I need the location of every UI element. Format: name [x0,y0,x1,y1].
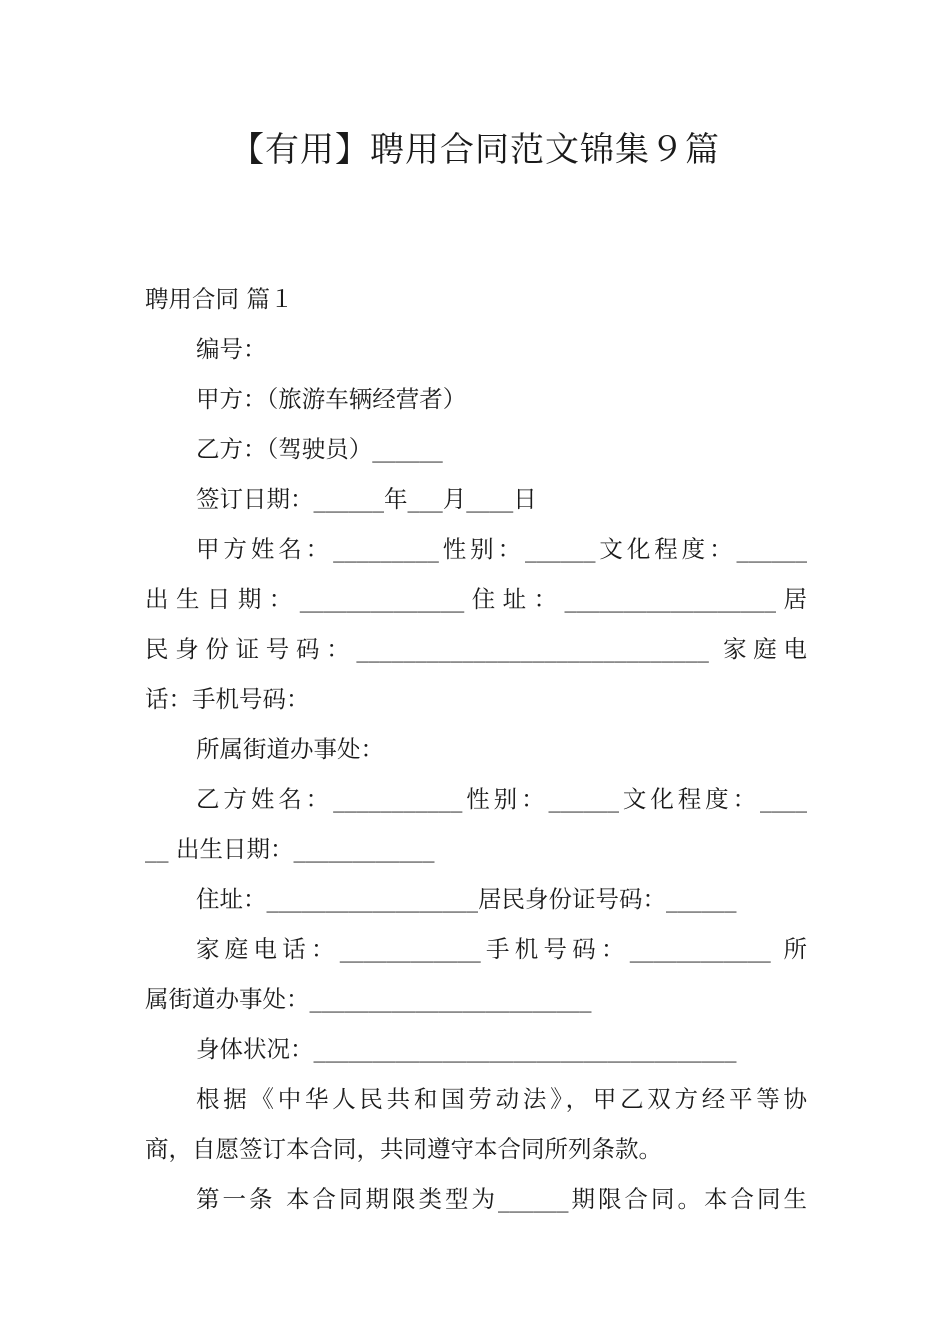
party-a-id-line: 民身份证号码：______________________________ 家庭电 [145,635,807,663]
section-heading: 聘用合同 篇１ [145,285,294,313]
party-b-info-line: 乙方姓名：___________性别：______文化程度：____ [196,785,807,813]
party-a-info-line: 甲方姓名：_________性别：______文化程度：______ [196,535,807,563]
party-b-line: 乙方：（驾驶员）______ [196,435,443,463]
party-a-birth-address-line: 出生日期：______________住址：__________________居 [145,585,807,613]
document-title: 【有用】聘用合同范文锦集９篇 [230,130,720,170]
document-body [145,274,807,1224]
party-b-street-office-line: 属街道办事处：________________________ [145,985,592,1013]
party-b-birth-line: __ 出生日期：____________ [145,835,435,863]
party-a-phone-line: 话：手机号码： [145,685,310,713]
party-b-phone-line: 家庭电话：____________手机号码：____________ 所 [196,935,807,963]
health-status-line: 身体状况：____________________________________ [196,1035,737,1063]
preamble-line-2: 商，自愿签订本合同，共同遵守本合同所列条款。 [145,1135,662,1163]
party-b-address-line: 住址：__________________居民身份证号码：______ [196,885,737,913]
contract-number-line: 编号： [196,335,267,363]
signing-date-line: 签订日期：______年___月____日 [196,485,537,513]
party-a-street-office-line: 所属街道办事处： [196,735,384,763]
article-one-line: 第一条 本合同期限类型为______期限合同。本合同生 [196,1185,807,1213]
preamble-line-1: 根据《中华人民共和国劳动法》，甲乙双方经平等协 [196,1085,807,1113]
party-a-line: 甲方：（旅游车辆经营者） [196,385,467,413]
